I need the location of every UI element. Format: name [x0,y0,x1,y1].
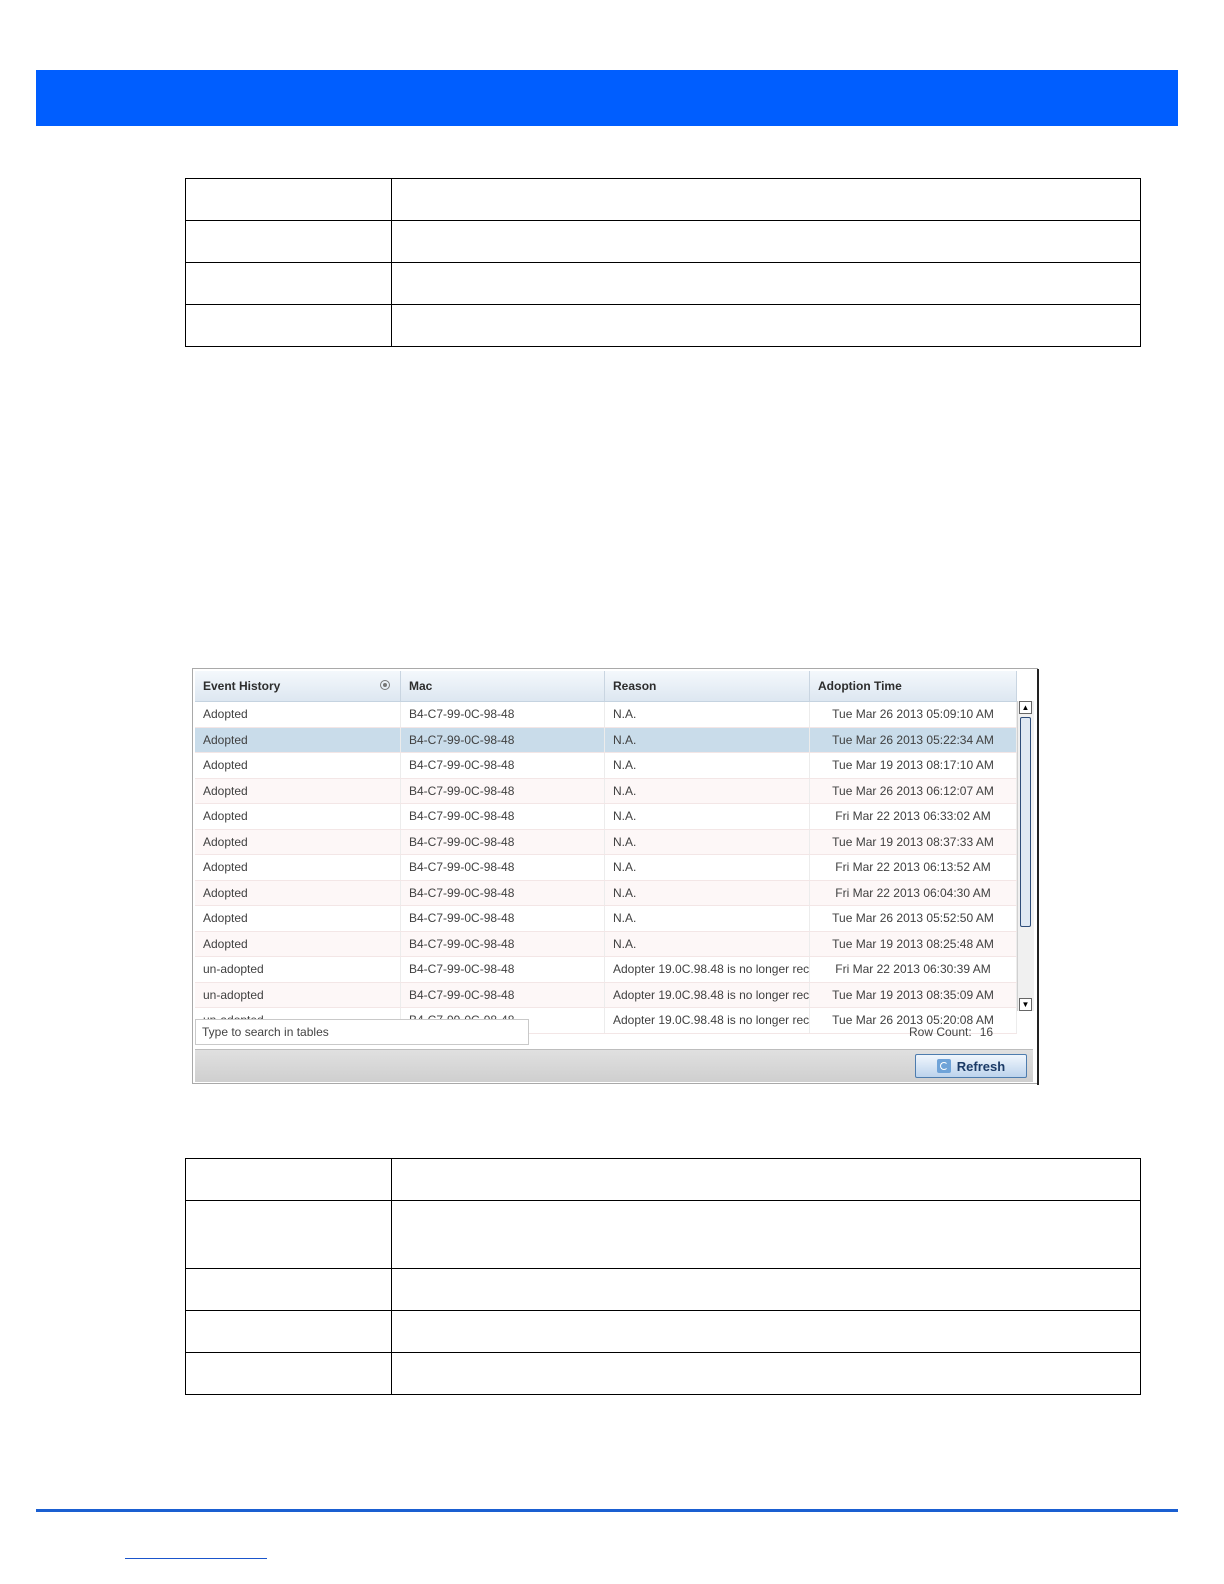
table-row[interactable] [195,957,1017,983]
table-row [186,305,1141,347]
cell-adoption-time: Tue Mar 19 2013 08:37:33 AM [810,830,1017,855]
bottom-table [185,1158,1141,1395]
page-link-underline[interactable] [125,1558,267,1559]
cell-adoption-time: Tue Mar 26 2013 05:52:50 AM [810,906,1017,931]
top-table [185,178,1141,347]
cell-reason: N.A. [605,702,810,727]
cell-mac: B4-C7-99-0C-98-48 [401,779,605,804]
table-row[interactable] [195,779,1017,805]
refresh-button[interactable] [915,1054,1027,1078]
cell-mac: B4-C7-99-0C-98-48 [401,906,605,931]
adoption-history-screenshot [192,668,1038,1084]
cell-event: Adopted [195,702,401,727]
cell-adoption-time: Tue Mar 26 2013 05:09:10 AM [810,702,1017,727]
cell-adoption-time: Tue Mar 26 2013 05:22:34 AM [810,728,1017,753]
cell-event: Adopted [195,932,401,957]
cell-reason: N.A. [605,881,810,906]
cell-event: Adopted [195,728,401,753]
cell-reason: Adopter 19.0C.98.48 is no longer rec [605,957,810,982]
cell-event: Adopted [195,830,401,855]
cell-event: Adopted [195,906,401,931]
table-row [186,1269,1141,1311]
cell-mac: B4-C7-99-0C-98-48 [401,932,605,957]
table-row [186,221,1141,263]
table-row [186,263,1141,305]
cell-mac: B4-C7-99-0C-98-48 [401,702,605,727]
table-row[interactable] [195,881,1017,907]
cell-mac: B4-C7-99-0C-98-48 [401,830,605,855]
cell-reason: Adopter 19.0C.98.48 is no longer rec [605,1008,810,1033]
grid-footer [195,1049,1033,1082]
cell-mac: B4-C7-99-0C-98-48 [401,881,605,906]
sort-icon[interactable] [380,680,390,690]
table-row [186,179,1141,221]
cell-adoption-time: Tue Mar 19 2013 08:17:10 AM [810,753,1017,778]
cell-reason: N.A. [605,753,810,778]
cell-event: Adopted [195,881,401,906]
table-row[interactable] [195,906,1017,932]
column-header-adoption-time[interactable]: Adoption Time [810,671,1017,701]
cell-mac: B4-C7-99-0C-98-48 [401,728,605,753]
refresh-icon [937,1059,951,1073]
cell-event: un-adopted [195,957,401,982]
cell-adoption-time: Fri Mar 22 2013 06:13:52 AM [810,855,1017,880]
table-row[interactable] [195,804,1017,830]
cell-adoption-time: Tue Mar 19 2013 08:25:48 AM [810,932,1017,957]
cell-event: Adopted [195,753,401,778]
column-header-reason[interactable]: Reason [605,671,810,701]
cell-event: Adopted [195,804,401,829]
footer-rule [36,1509,1178,1512]
header-bar [36,70,1178,126]
cell-mac: B4-C7-99-0C-98-48 [401,983,605,1008]
table-row[interactable] [195,728,1017,754]
scroll-down-icon[interactable]: ▼ [1019,998,1032,1011]
cell-adoption-time: Fri Mar 22 2013 06:33:02 AM [810,804,1017,829]
cell-event: un-adopted [195,983,401,1008]
cell-reason: N.A. [605,830,810,855]
grid-body [195,702,1017,1034]
table-row [186,1201,1141,1269]
vertical-scrollbar[interactable] [1017,701,1034,1011]
table-search-input[interactable]: Type to search in tables [195,1019,529,1045]
cell-event: Adopted [195,855,401,880]
column-header-mac[interactable]: Mac [401,671,605,701]
cell-adoption-time: Tue Mar 19 2013 08:35:09 AM [810,983,1017,1008]
cell-reason: N.A. [605,728,810,753]
cell-event: Adopted [195,779,401,804]
row-count [909,1019,993,1045]
refresh-label: Refresh [956,1058,1006,1074]
scroll-thumb[interactable] [1020,717,1031,927]
cell-mac: B4-C7-99-0C-98-48 [401,957,605,982]
cell-mac: B4-C7-99-0C-98-48 [401,855,605,880]
cell-adoption-time: Fri Mar 22 2013 06:30:39 AM [810,957,1017,982]
cell-reason: Adopter 19.0C.98.48 is no longer rec [605,983,810,1008]
row-count-label: Row Count: [909,1025,972,1039]
cell-reason: N.A. [605,804,810,829]
cell-adoption-time: Fri Mar 22 2013 06:04:30 AM [810,881,1017,906]
table-row [186,1159,1141,1201]
cell-reason: N.A. [605,855,810,880]
grid-header [195,671,1017,702]
column-header-event-history[interactable]: Event History [195,671,401,701]
table-row[interactable] [195,855,1017,881]
table-row[interactable] [195,983,1017,1009]
table-row [186,1353,1141,1395]
cell-reason: N.A. [605,932,810,957]
table-row[interactable] [195,753,1017,779]
event-history-grid [195,671,1017,1027]
scroll-up-icon[interactable]: ▲ [1019,701,1032,714]
row-count-value: 16 [979,1025,994,1039]
cell-adoption-time: Tue Mar 26 2013 05:20:08 AM [810,1008,1017,1033]
cell-adoption-time: Tue Mar 26 2013 06:12:07 AM [810,779,1017,804]
cell-reason: N.A. [605,779,810,804]
cell-mac: B4-C7-99-0C-98-48 [401,753,605,778]
table-row[interactable] [195,702,1017,728]
table-row[interactable] [195,932,1017,958]
cell-mac: B4-C7-99-0C-98-48 [401,804,605,829]
cell-reason: N.A. [605,906,810,931]
table-row [186,1311,1141,1353]
table-row[interactable] [195,830,1017,856]
